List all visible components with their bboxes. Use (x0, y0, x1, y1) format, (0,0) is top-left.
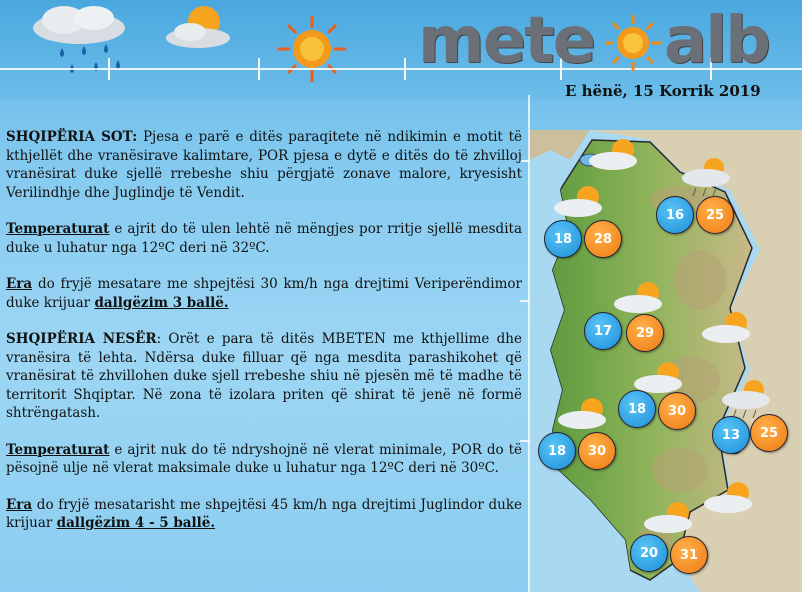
sun-cloud-icon (700, 478, 760, 518)
today-wind-paragraph (6, 275, 522, 312)
min-temp-badge: 18 (618, 390, 656, 428)
tomorrow-paragraph (6, 330, 522, 423)
sun-cloud-icon (554, 394, 614, 434)
max-temp-badge: 31 (670, 536, 708, 574)
sun-cloud-icon (640, 498, 700, 538)
meteoalb-logo (418, 4, 778, 78)
ruler-tick (258, 58, 260, 80)
today-temp-paragraph (6, 220, 522, 257)
logo-sun-icon (604, 14, 662, 72)
max-temp-badge: 25 (750, 414, 788, 452)
tomorrow-temp-label: Temperaturat (6, 441, 110, 458)
forecast-text (6, 128, 522, 551)
today-title: SHQIPËRIA SOT: (6, 129, 138, 145)
max-temp-badge: 30 (658, 392, 696, 430)
forecast-date: E hënë, 15 Korrik 2019 (565, 82, 761, 100)
min-temp-badge: 18 (544, 220, 582, 258)
min-temp-badge: 13 (712, 416, 750, 454)
today-wind-text: do fryjë mesatare me shpejtësi 30 km/h nga drejtimi Veriperëndimor duke krijuar (6, 276, 522, 311)
max-temp-badge: 30 (578, 432, 616, 470)
tomorrow-wind-paragraph (6, 496, 522, 533)
today-paragraph (6, 128, 522, 202)
tomorrow-temp-paragraph (6, 441, 522, 478)
today-temp-label: Temperaturat (6, 221, 110, 237)
sun-cloud-icon (610, 278, 670, 318)
tomorrow-temp-text: e ajrit nuk do të ndryshojnë në vlerat minimale, POR do të pësojnë ulje në vlerat maksimale duke u luhatur nga 12ºC deri në 30ºC. (6, 441, 522, 476)
max-temp-badge: 29 (626, 314, 664, 352)
tomorrow-text: : Orët e para të ditës MBETEN me kthjellime dhe vranësira të lehta. Ndërsa duke filluar që nga mesdita parashikohet që vranësirat të zhvillohen duke sjell rrebeshe shiu në pjesën më të madhe të territorit Shqiptar. Në zona të izolara priten që shirat të jenë në formë shtrëngatash. (6, 331, 522, 421)
logo-text-left: mete (418, 4, 595, 78)
today-text: Pjesa e parë e ditës paraqitete në ndikimin e motit të kthjellët dhe vranësirave kalimtare, POR pjesa e dytë e ditës do të zhvilloj vranësirat duke sjellë rrebeshe shiu përgjatë zonave malore, kryesisht Verilindhje dhe Juglindje të Vendit. (6, 129, 523, 201)
tomorrow-wind-text: do fryjë mesatarisht me shpejtësi 45 km/h nga drejtimi Juglindor duke krijuar (6, 496, 522, 531)
sun-icon (272, 14, 352, 84)
min-temp-badge: 16 (656, 196, 694, 234)
sun-cloud-icon (698, 308, 758, 348)
ruler-tick (108, 58, 110, 80)
tomorrow-wave: dallgëzim 4 - 5 ballë. (56, 515, 216, 531)
sun-cloud-icon (550, 182, 610, 222)
today-wind-label: Era (6, 276, 33, 292)
ruler-tick (404, 58, 406, 80)
max-temp-badge: 25 (696, 196, 734, 234)
max-temp-badge: 28 (584, 220, 622, 258)
min-temp-badge: 20 (630, 534, 668, 572)
min-temp-badge: 17 (584, 312, 622, 350)
tomorrow-wind-label: Era (6, 496, 33, 513)
rain-cloud-icon (678, 156, 738, 200)
rain-cloud-icon (24, 0, 134, 90)
today-temp-text: e ajrit do të ulen lehtë në mëngjes por rritje sjellë mesdita duke u luhatur nga 12ºC deri në 32ºC. (6, 221, 522, 256)
tomorrow-title: SHQIPËRIA NESËR (6, 331, 157, 347)
logo-text-right: alb (664, 4, 769, 78)
sun-cloud-icon (585, 135, 645, 175)
today-wave: dallgëzim 3 ballë. (94, 294, 229, 311)
sun-cloud-icon (160, 0, 240, 60)
albania-map (530, 130, 802, 592)
min-temp-badge: 18 (538, 432, 576, 470)
